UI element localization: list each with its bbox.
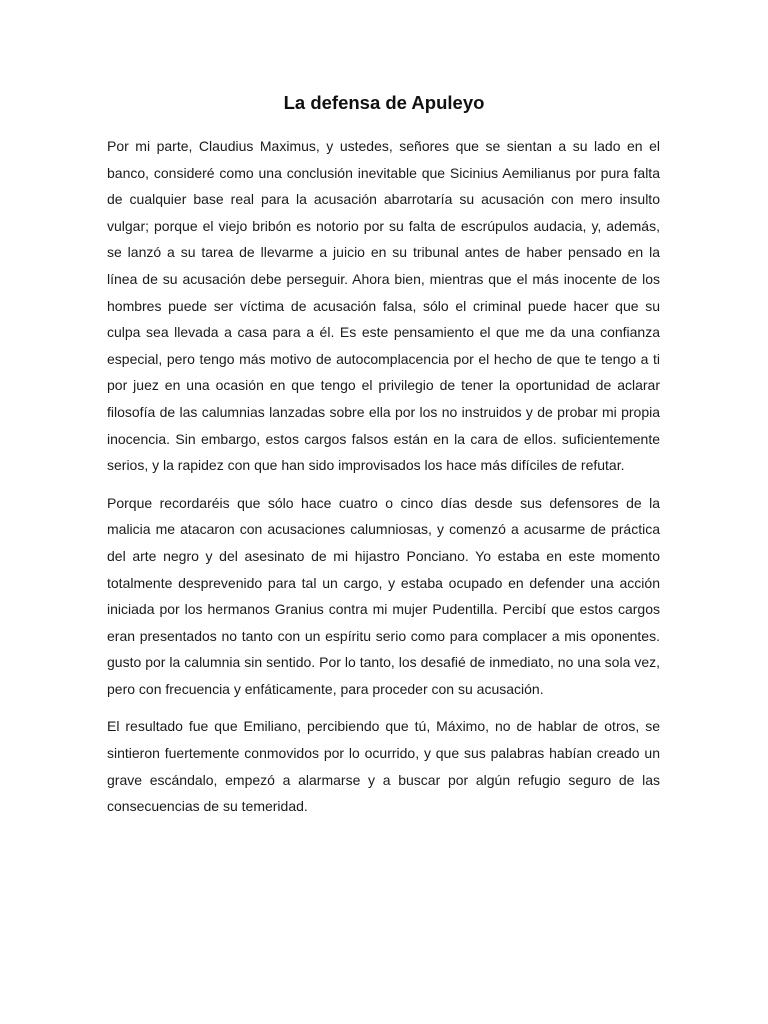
paragraph-3: El resultado fue que Emiliano, percibiendo que tú, Máximo, no de hablar de otros, se sintieron fuertemente conmovidos por lo ocurrido, y que sus palabras habían creado un grave escándalo, empezó a alarmarse y a buscar por algún refugio seguro de las consecuencias de su temeridad. [107, 718, 660, 815]
paragraph-1: Por mi parte, Claudius Maximus, y ustedes, señores que se sientan a su lado en el banco, consideré como una conclusión inevitable que Sicinius Aemilianus por pura falta de cualquier base real para la acusación abarrotaría su acusación con mero insulto vulgar; porque el viejo bribón es notorio por su falta de escrúpulos audacia, y, además, se lanzó a su tarea de llevarme a juicio en su tribunal antes de haber pensado en la línea de su acusación debe perseguir. Ahora bien, mientras que el más inocente de los hombres puede ser víctima de acusación falsa, sólo el criminal puede hacer que su culpa sea llevada a casa para a él. Es este pensamiento el que me da una confianza especial, pero tengo más motivo de autocomplacencia por el hecho de que te tengo a ti por juez en una ocasión en que tengo el privilegio de tener la oportunidad de aclarar filosofía de las calumnias lanzadas sobre ella por los no instruidos y de probar mi propia inocencia. Sin embargo, estos cargos falsos están en la cara de ellos. suficientemente serios, y la rapidez con que han sido improvisados los hace más difíciles de refutar. [107, 138, 660, 474]
document-title: La defensa de Apuleyo [283, 92, 485, 113]
paragraph-2: Porque recordaréis que sólo hace cuatro o cinco días desde sus defensores de la malicia me atacaron con acusaciones calumniosas, y comenzó a acusarme de práctica del arte negro y del asesinato de mi hijastro Ponciano. Yo estaba en este momento totalmente desprevenido para tal un cargo, y estaba ocupado en defender una acción iniciada por los hermanos Granius contra mi mujer Pudentilla. Percibí que estos cargos eran presentados no tanto con un espíritu serio como para complacer a mis oponentes. gusto por la calumnia sin sentido. Por lo tanto, los desafié de inmediato, no una sola vez, pero con frecuencia y enfáticamente, para proceder con su acusación. [107, 494, 660, 697]
document-body [107, 133, 660, 831]
